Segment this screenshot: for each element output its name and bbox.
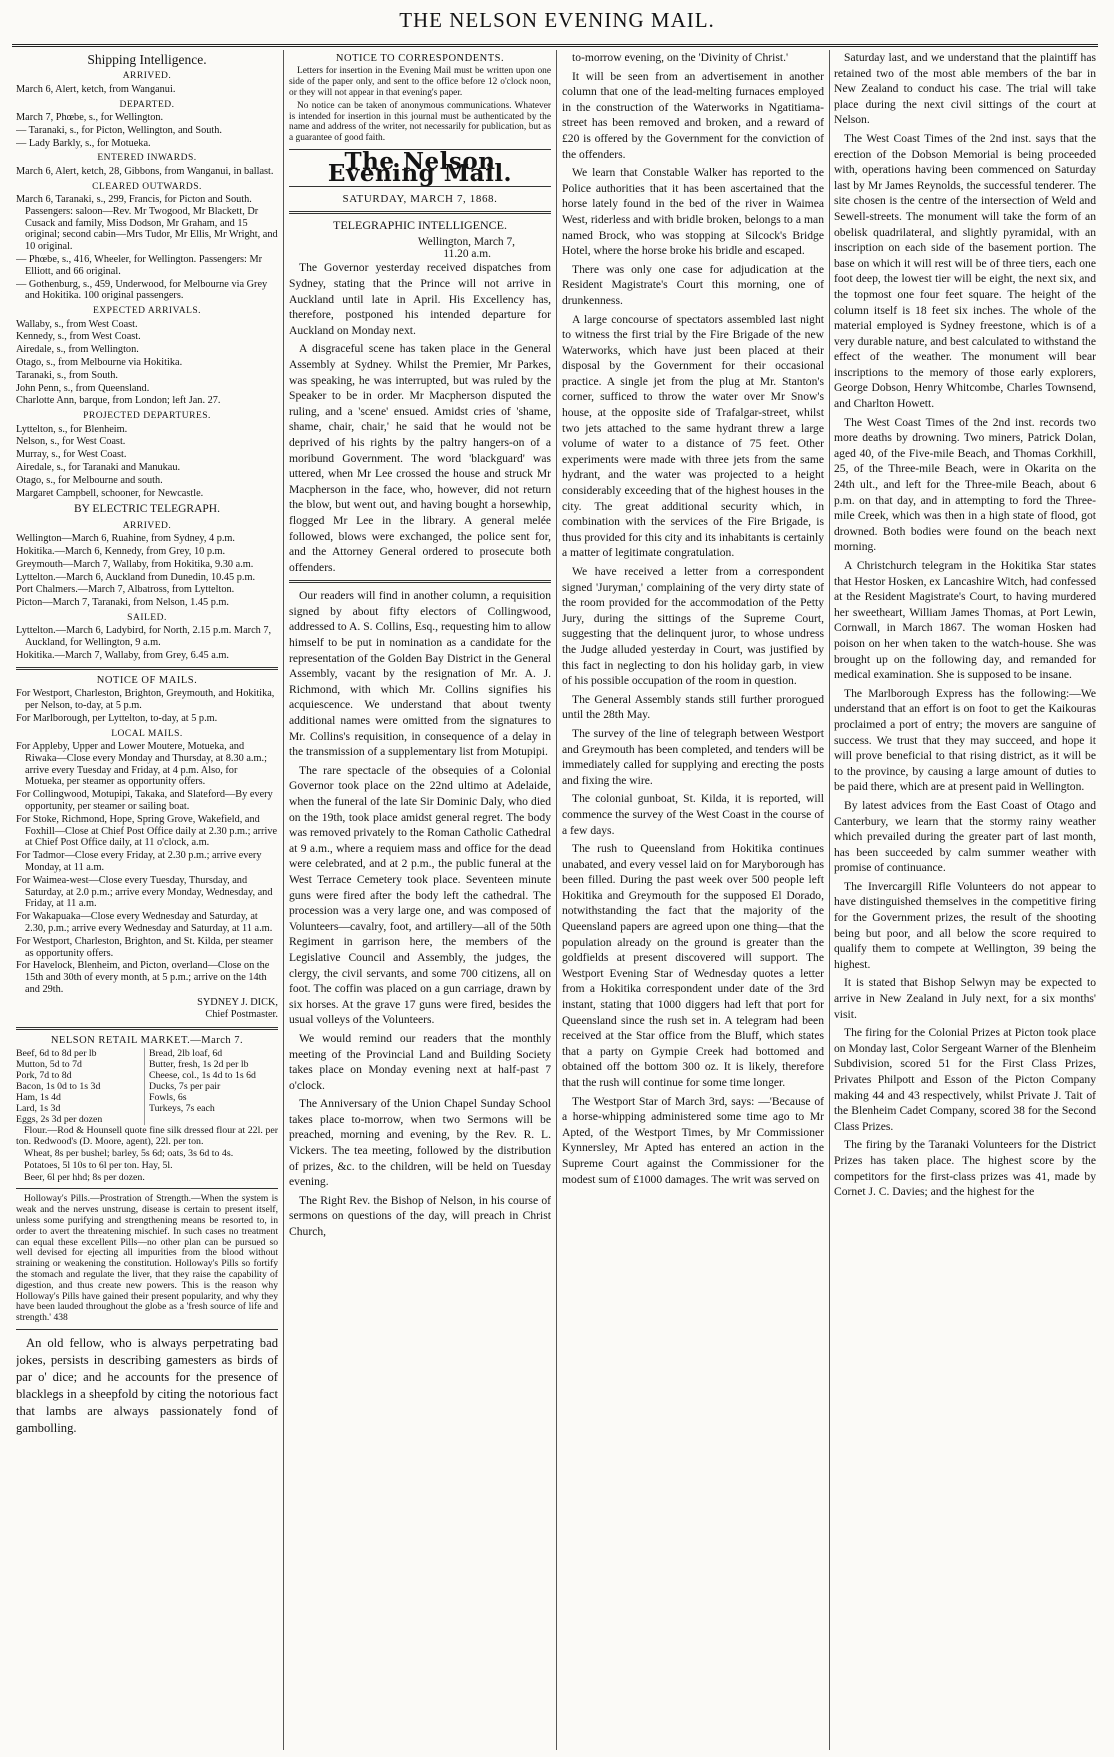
telegraphic-title: TELEGRAPHIC INTELLIGENCE. [333,218,507,233]
separator [16,1027,278,1030]
text-line: There was only one case for adjudication at the Resident Magistrate's Court this morning, one of drunkenness. [562,262,824,307]
masthead-rule [12,44,1098,47]
text-line: The firing for the Colonial Prizes at Picton took place on Monday last, Color Sergeant Warner of the Blenheim Subdivision, scored 51 for the First Class Prizes, Privates Philpott and Esson of the Picton Company making 44 and 43 respectively, whilst Private J. Tait of the Blenheim Cadet Company, scored 38 for the Second Class Prizes. [834,1026,1096,1133]
text-line: Wallaby, s., from West Coast. [16,318,138,330]
local-news [289,588,551,1239]
projected-list [16,424,278,500]
text-line: The West Coast Times of the 2nd inst. says that the erection of the Dobson Memorial is being proceeded with, operations having been commenced on Saturday last by Mr James Reynolds, the successful tenderer. The site chosen is the centre of the intersection of Weld and Sewell-streets. The monument will take the form of an obelisk quadrilateral, and slightly pyramidal, with an inscription on each side of the basement portion. The base on which it will rest will be of three tiers, each one foot deep, the lowest tier will be eight, the next six, and the topmost one four feet square. The height of the column itself is 18 feet six inches. The whole of the material employed is Sydney freestone, which is of a very durable nature, and best calculated to withstand the effect of the weather. The monument will bear inscriptions to the memory of those early explorers, George Dobson, Henry Whitcombe, Charles Townsend, and Charlton Howett. [834,131,1096,411]
holloway-number: 438 [53,1312,68,1324]
column-1 [16,50,278,1750]
tel-arrived-list [16,533,278,609]
text-line: Flour.—Rod & Hounsell quote fine silk dressed flour at 22l. per ton. Redwood's (D. Moore, agent), 22l. per ton. [16,1124,278,1147]
text-line: Our readers will find in another column, a requisition signed by about fifty electors of Collingwood, addressed to A. S. Collins, Esq., requesting him to allow himself to be put in nomination as a candidate for the representation of the Golden Bay District in the General Assembly, vacant by the resignation of Mr. A. J. Richmond, with which Mr. Collins signifies his acquiescence. We understand that about twenty additional names were omitted from the signatures to Mr. Collins's requisition, in consequence of a delay in the transmission of a supplementary list from Motupipi. [289,589,551,759]
text-line: Airedale, s., from Wellington. [16,344,139,356]
text-line: Hokitika.—March 6, Kennedy, from Grey, 10 p.m. [16,545,226,557]
departed-list [16,112,278,149]
text-line: Beef, 6d to 8d per lb [16,1047,97,1059]
text-line: Otago, s., from Melbourne via Hokitika. [16,356,183,368]
text-line: Picton—March 7, Taranaki, from Nelson, 1.45 p.m. [16,597,229,609]
text-line: It is stated that Bishop Selwyn may be expected to arrive in New Zealand in July next, for a six months' visit. [834,976,1096,1021]
text-line: Beer, 6l per hhd; 8s per dozen. [24,1172,145,1184]
text-line: Kennedy, s., from West Coast. [16,331,141,343]
market-right [149,1048,278,1125]
arrived-list [16,84,278,96]
separator [16,1329,278,1330]
mails-intro [16,688,278,724]
column-2 [289,50,551,1750]
market-notes [16,1125,278,1183]
text-line: Murray, s., for West Coast. [16,449,127,461]
signature: SYDNEY J. DICK, [197,996,278,1008]
text-line: A disgraceful scene has taken place in the General Assembly at Sydney. Whilst the Premier, Mr Parkes, was speaking, he was interrupted, but was ruled by the Speaker to be in order. Mr Macpherson disputed the ruling, and a 'scene' ensued. Amidst cries of 'shame, shame, chair, chair,' he said that he would not be deprived of his rights by the paltry hangers-on of a moribund Government. The word 'blackguard' was uttered, when Mr Lee crossed the house and struck Mr Macpherson in the face, who, however, did not return the blow, but went out, and having bought a horsewhip, flogged Mr Lee in the library. A general melée followed, blows were exchanged, the police sent for, and the Attorney General ordered to prosecute both offenders. [289,342,551,574]
cleared-list [16,194,278,302]
text-line: The Invercargill Rifle Volunteers do not appear to have distinguished themselves in the competitive firing for the Government prizes, the result of the shooting being but poor, and all below the score required to qualify them to compete at Wellington, 39 being the highest. [834,879,1096,971]
old-fellow-paragraph: An old fellow, who is always perpetrating bad jokes, persists in describing gamesters as birds of par o' dice; and he accounts for the presence of blacklegs in a sheepfold by citing the notorious fact that lambs are always passionately fond of gambolling. [16,1335,278,1435]
text-line: We would remind our readers that the monthly meeting of the Provincial Land and Building Society takes place on Monday evening next at half-past 7 o'clock. [289,1031,551,1092]
text-line: The Westport Star of March 3rd, says: —'Because of a horse-whipping administered some time ago to Mr Apted, of the Westport Times, by Mr Commissioner Kynnersley, Mr Apted has entered an action in the Supreme Court against the Commissioner for the modest sum of £1000 damages. The writ was served on [562,1094,824,1186]
local-mails [16,741,278,935]
text-line: The colonial gunboat, St. Kilda, it is reported, will commence the survey of the West Coast in the course of a few days. [562,792,824,837]
text-line: Saturday last, and we understand that the plaintiff has retained two of the most able members of the bar in New Zealand to conduct his case. The trial will take place during the next civil sittings of the court at Nelson. [834,51,1096,127]
text-line: We have received a letter from a correspondent signed 'Juryman,' complaining of the very dirty state of the room provided for the accommodation of the Petty Jury, during the sittings of the Supreme Court, suggesting that the delinquent juror, to whose undress the Judge alluded yesterday in Court, was justified by this fact in neglecting to don his holiday garb, in view of his possible occupation of the room in question. [562,565,824,688]
column-divider [283,50,284,1750]
text-line: Wheat, 8s per bushel; barley, 5s 6d; oats, 3s 6d to 4s. [24,1148,234,1160]
text-line: The West Coast Times of the 2nd inst. records two more deaths by drowning. Two miners, Patrick Dolan, aged 40, of the Five-mile Beach, and Thomas Corkhill, 25, of the Three-mile Beach, were in Okarita on the 24th ult., and left for the Three-mile Beach, about 6 p.m. on that day, and in attempting to ford the Three-mile Creek, which was then in a high state of flood, got drowned. Both bodies were found on the beach next morning. [834,415,1096,554]
text-line: Wellington—March 6, Ruahine, from Sydney, 4 p.m. [16,533,235,545]
signature-title: Chief Postmaster. [205,1009,278,1021]
text-line: For Waimea-west—Close every Tuesday, Thursday, and Saturday, at 2.0 p.m.; arrive every Monday, Wednesday, and Friday, at 11 a.m. [16,874,273,910]
column-divider [829,50,830,1750]
text-line: Letters for insertion in the Evening Mail must be written upon one side of the paper only, and sent to the office before 12 o'clock noon, or they will not appear in that evening's paper. [289,66,551,98]
text-line: For Marlborough, per Lyttelton, to-day, at 5 p.m. [16,712,218,724]
entered-list [16,166,278,178]
text-line: The General Assembly stands still further prorogued until the 28th May. [562,692,824,722]
column-4 [834,50,1096,1750]
text-line: The Right Rev. the Bishop of Nelson, in his course of sermons on questions of the day, will preach in Christ Church, [289,1193,551,1239]
text-line: Butter, fresh, 1s 2d per lb [149,1058,249,1070]
text-line: The rare spectacle of the obsequies of a Colonial Governor took place on the 22nd ultimo at Adelaide, when the funeral of the late Sir Dominic Daly, who died on the 19th, took place amidst general regret. The body was removed privately to the Roman Catholic Cathedral at 9 a.m., where a requiem mass and office for the dead were celebrated, and at 2 p.m., the public funeral at the West Terrace Cemetery took place. Seventeen minute guns were fired after the body left the cathedral. The procession was a very large one, and was composed of Volunteers—cavalry, foot, and artillery—all of the 50th Regiment in garrison here, the members of the Legislative Council and Assembly, the judges, the clergy, the civil servants, and some 700 citizens, all on foot. The coffin was placed on a gun carriage, drawn by six horses. At the grave 17 guns were fired, besides the usual volleys of the Volunteers. [289,763,551,1027]
text-line: For Westport, Charleston, Brighton, and St. Kilda, per steamer as opportunity offers. [16,935,274,959]
separator [289,211,551,214]
telegraph-place: Wellington, March 7, [417,235,515,248]
text-line: — Taranaki, s., for Picton, Wellington, and South. [16,124,222,136]
text-line: Port Chalmers.—March 7, Albatross, from Lyttelton. [16,584,235,596]
holloway-advert [16,1194,278,1324]
text-line: Hokitika.—March 7, Wallaby, from Grey, 6.45 a.m. [16,649,229,661]
masthead: THE NELSON EVENING MAIL. [399,8,715,32]
text-line: Lyttelton, s., for Blenheim. [16,423,128,435]
section-head: CLEARED OUTWARDS. [92,181,202,192]
text-line: Taranaki, s., from South. [16,369,118,381]
text-line: For Collingwood, Motupipi, Takaka, and Slateford—By every opportunity, per steamer or sailing boat. [16,789,273,812]
text-line: — Gothenburg, s., 459, Underwood, for Melbourne via Grey and Hokitika. 100 original passengers. [16,278,268,302]
section-head: PROJECTED DEPARTURES. [83,411,211,422]
text-line: We learn that Constable Walker has reported to the Police authorities that it has been ascertained that the horse lately found in the bed of the river in Waimea West, riderless and with bridle broken, belongs to a man named Brock, who was stopping at Silcock's Bridge Hotel, where the horse broke his bridle and escaped. [562,166,824,258]
separator [16,1188,278,1189]
text-line: For Westport, Charleston, Brighton, Greymouth, and Hokitika, per Nelson, to-day, at 5 p.m. [16,688,275,711]
text-line: Charlotte Ann, barque, from London; left Jan. 27. [16,395,221,407]
section-head: SAILED. [127,612,167,623]
text-line: For Tadmor—Close every Friday, at 2.30 p.m.; arrive every Monday, at 11 a.m. [16,850,262,873]
market-title: NELSON RETAIL MARKET.—March 7. [50,1034,244,1046]
text-line: March 6, Taranaki, s., 299, Francis, for Picton and South. Passengers: saloon—Rev. Mr Twogood, Mr Blackett, Dr Cusack and family, Miss Dodson, Mr Graham, and 15 original; second cabin—Mrs Tudor, Mr Ellis, Mr Wright, and 10 original. [16,194,278,253]
shipping-title: Shipping Intelligence. [87,52,207,67]
telegraph-title: BY ELECTRIC TELEGRAPH. [74,503,220,516]
text-line: March 6, Alert, ketch, 28, Gibbons, from Wanganui, in ballast. [16,165,274,177]
text-line: The Marlborough Express has the following:—We understand that an effort is on foot to get the Kaikouras proclaimed a port of entry; the movers are sanguine of success. We trust that they may succeed, and hope it will prove beneficial to that rising district, as it will be to the province, by causing a large amount of duties to be paid there, which are at present paid in Wellington. [834,686,1096,794]
notice-title: NOTICE TO CORRESPONDENTS. [335,53,505,64]
text-line: Lard, 1s 3d [16,1102,61,1114]
text-line: Pork, 7d to 8d [16,1069,72,1081]
text-line: Cheese, col., 1s 4d to 1s 6d [149,1069,256,1081]
separator [289,580,551,583]
section-head: ENTERED INWARDS. [97,153,197,164]
text-line: — Phœbe, s., 416, Wheeler, for Wellington. Passengers: Mr Elliott, and 66 original. [16,254,263,277]
telegraph-time: 11.20 a.m. [443,248,491,261]
text-line: Ham, 1s 4d [16,1091,61,1103]
text-line: John Penn, s., from Queensland. [16,382,150,394]
text-line: The firing by the Taranaki Volunteers for the District Prizes has taken place. The highest score by the competitors for the first-class prizes was 41, made by Cornet J. C. Davies; and the highest for the [834,1138,1096,1199]
text-line: The Governor yesterday received dispatches from Sydney, stating that the Prince will not arrive in Auckland until late in April. His Excellency has, therefore, postponed his intended departure for Auckland on Monday next. [289,261,551,337]
text-line: The rush to Queensland from Hokitika continues unabated, and every vessel laid on for Maryborough has been filled. During the past week over 500 people left Hokitika and Greymouth for the supposed El Dorado, notwithstanding the fact that the majority of the Queensland papers are agreed upon one thing—that the population already on the ground is greater than the goldfields at present discovered will support. The Westport Evening Star of Wednesday quotes a letter from a Hokitika correspondent under date of the 3rd instant, stating that 1000 diggers had left that port for Queensland since the rush set in. A telegram had been received at the Star office from the Bluff, which states that a party on Gympie Creek had bottomed and obtained off the bottom 300 oz. It is likely, therefore that the rush will continue for some time longer. [562,842,824,1089]
text-line: March 7, Phœbe, s., for Wellington. [16,112,164,124]
telegraphic-body [289,260,551,575]
holloway-text: Holloway's Pills.—Prostration of Strength.—When the system is weak and the nerves unstrung, disease is certain to present itself, unless some purifying and strengthening means be resorted to, in order to avert the threatening mischief. In such cases no treatment can equal these excellent Pills—no other plan can be pursued so well devised for ejecting all impurities from the blood without straining or weakening the constitution. Holloway's Pills so fortify the stomach and regulate the liver, that they raise the capability of digestion, and thus create new powers. This is the reason why Holloway's Pills have gained their present popularity, and why they have been lauded throughout the globe as a 'fresh source of life and strength.' [16,1193,278,1324]
text-line: Mutton, 5d to 7d [16,1058,82,1070]
text-line: Fowls, 6s [149,1091,187,1103]
text-line: Greymouth—March 7, Wallaby, from Hokitika, 9.30 a.m. [16,558,254,570]
text-line: A large concourse of spectators assembled last night to witness the first trial by the Fire Brigade of the new Waterworks, which have just been placed at their disposal by the Government for their occasional practice. A single jet from the plug at Mr. Stanton's corner, sufficed to throw the water over Mr Snow's house, at the opposite side of Trafalgar-street, whilst two jets attached to the same hydrant threw a large volume of water to a distance of 75 feet. Other experiments were made with three jets from the same hydrant, and the water was projected to a height considerably exceeding that of the highest houses in the city. The great additional security which, in combination with the services of the Fire Brigade, is thus provided for this city and its inhabitants is certainly a matter of legitimate congratulation. [562,312,824,560]
text-line: A Christchurch telegram in the Hokitika Star states that Hestor Hosken, ex Lancashire Witch, had confessed at the Resident Magistrate's Court, to having murdered her sweetheart, William James Thomas, at Port Lewin, Cornwall, in March 1867. The woman Hosken had poison on her when taken to the watch-house. She was brought up on the following day, and remanded for medical examination. She is supposed to be insane. [834,559,1096,682]
text-line: The Anniversary of the Union Chapel Sunday School takes place to-morrow, when two Sermons will be preached, morning and evening, by the Rev. R. L. Vickers. The tea meeting, followed by the distribution of prizes, &c. to the children, will be held on Tuesday evening. [289,1097,551,1189]
column-divider [556,50,557,1750]
text-line: For Havelock, Blenheim, and Picton, overland—Close on the 15th and 30th of every month, at 5 p.m.; arrive on the 14th and 29th. [16,960,270,995]
text-line: It will be seen from an advertisement in another column that one of the lead-melting furnaces employed in the construction of the Waterworks in Ngatitiama-street has been removed and broken, and a reward of £20 is offered by the Government for the conviction of the offenders. [562,69,824,161]
text-line: No notice can be taken of anonymous communications. Whatever is intended for insertion in this journal must be authenticated by the name and address of the writer, not necessarily for publication, but as a guarantee of good faith. [289,100,551,144]
paper-title: The Nelson Evening Mail. [327,147,513,188]
section-head: DEPARTED. [119,99,175,110]
text-line: — Lady Barkly, s., for Motueka. [16,137,151,149]
issue-date: SATURDAY, MARCH 7, 1868. [342,192,498,205]
separator [16,667,278,670]
text-line: Lyttelton.—March 6, Ladybird, for North, 2.15 p.m. March 7, Auckland, for Wellington, 9 a.m. [16,625,272,649]
text-line: Eggs, 2s 3d per dozen [16,1113,103,1125]
text-line: Lyttelton.—March 6, Auckland from Dunedin, 10.45 p.m. [16,571,256,583]
text-line: Bread, 2lb loaf, 6d [149,1047,223,1059]
notice-body [289,66,551,144]
text-line: Otago, s., for Melbourne and south. [16,474,163,486]
text-line: For Wakapuaka—Close every Wednesday and Saturday, at 2.30, p.m.; arrive every Wednesday and Saturday, at 11 a.m. [16,911,273,934]
text-line: Nelson, s., for West Coast. [16,436,126,448]
text-line: For Stoke, Richmond, Hope, Spring Grove, Wakefield, and Foxhill—Close at Chief Post Office daily at 2.30 p.m.; arrive at Chief Post Office daily, at 11 o'clock, a.m. [16,813,278,849]
tel-sailed-list [16,625,278,661]
market-prices [16,1048,278,1125]
column-3 [562,50,824,1750]
text-line: Ducks, 7s per pair [149,1080,221,1092]
text-line: For Appleby, Upper and Lower Moutere, Motueka, and Riwaka—Close every Monday and Thursday, at 8.30 a.m.; arrive every Tuesday and Friday, at 4 p.m. Also, for Motueka, per steamer as opportunity offers. [16,740,267,788]
market-left [16,1048,145,1125]
text-line: The survey of the line of telegraph between Westport and Greymouth has been completed, and tenders will be immediately called for supplying and erecting the posts and fixing the wire. [562,726,824,787]
text-line: By latest advices from the East Coast of Otago and Canterbury, we learn that the stormy rainy weather which prevailed during the greater part of last month, has been succeeded by calm summer weather with promise of continuance. [834,798,1096,875]
section-head: EXPECTED ARRIVALS. [92,306,202,317]
text-line: Potatoes, 5l 10s to 6l per ton. Hay, 5l. [24,1160,173,1172]
text-line: March 6, Alert, ketch, from Wanganui. [16,83,176,95]
section-head: ARRIVED. [122,71,172,82]
mails-title: NOTICE OF MAILS. [96,674,198,686]
text-line: Margaret Campbell, schooner, for Newcastle. [16,487,204,499]
expected-list [16,319,278,408]
text-line: Turkeys, 7s each [149,1102,215,1114]
section-head: LOCAL MAILS. [111,728,183,739]
text-line: Airedale, s., for Taranaki and Manukau. [16,461,181,473]
section-head: ARRIVED. [122,520,172,531]
text-line: to-morrow evening, on the 'Divinity of Christ.' [572,51,789,64]
mails-more [16,936,278,996]
text-line: Bacon, 1s 0d to 1s 3d [16,1080,101,1092]
